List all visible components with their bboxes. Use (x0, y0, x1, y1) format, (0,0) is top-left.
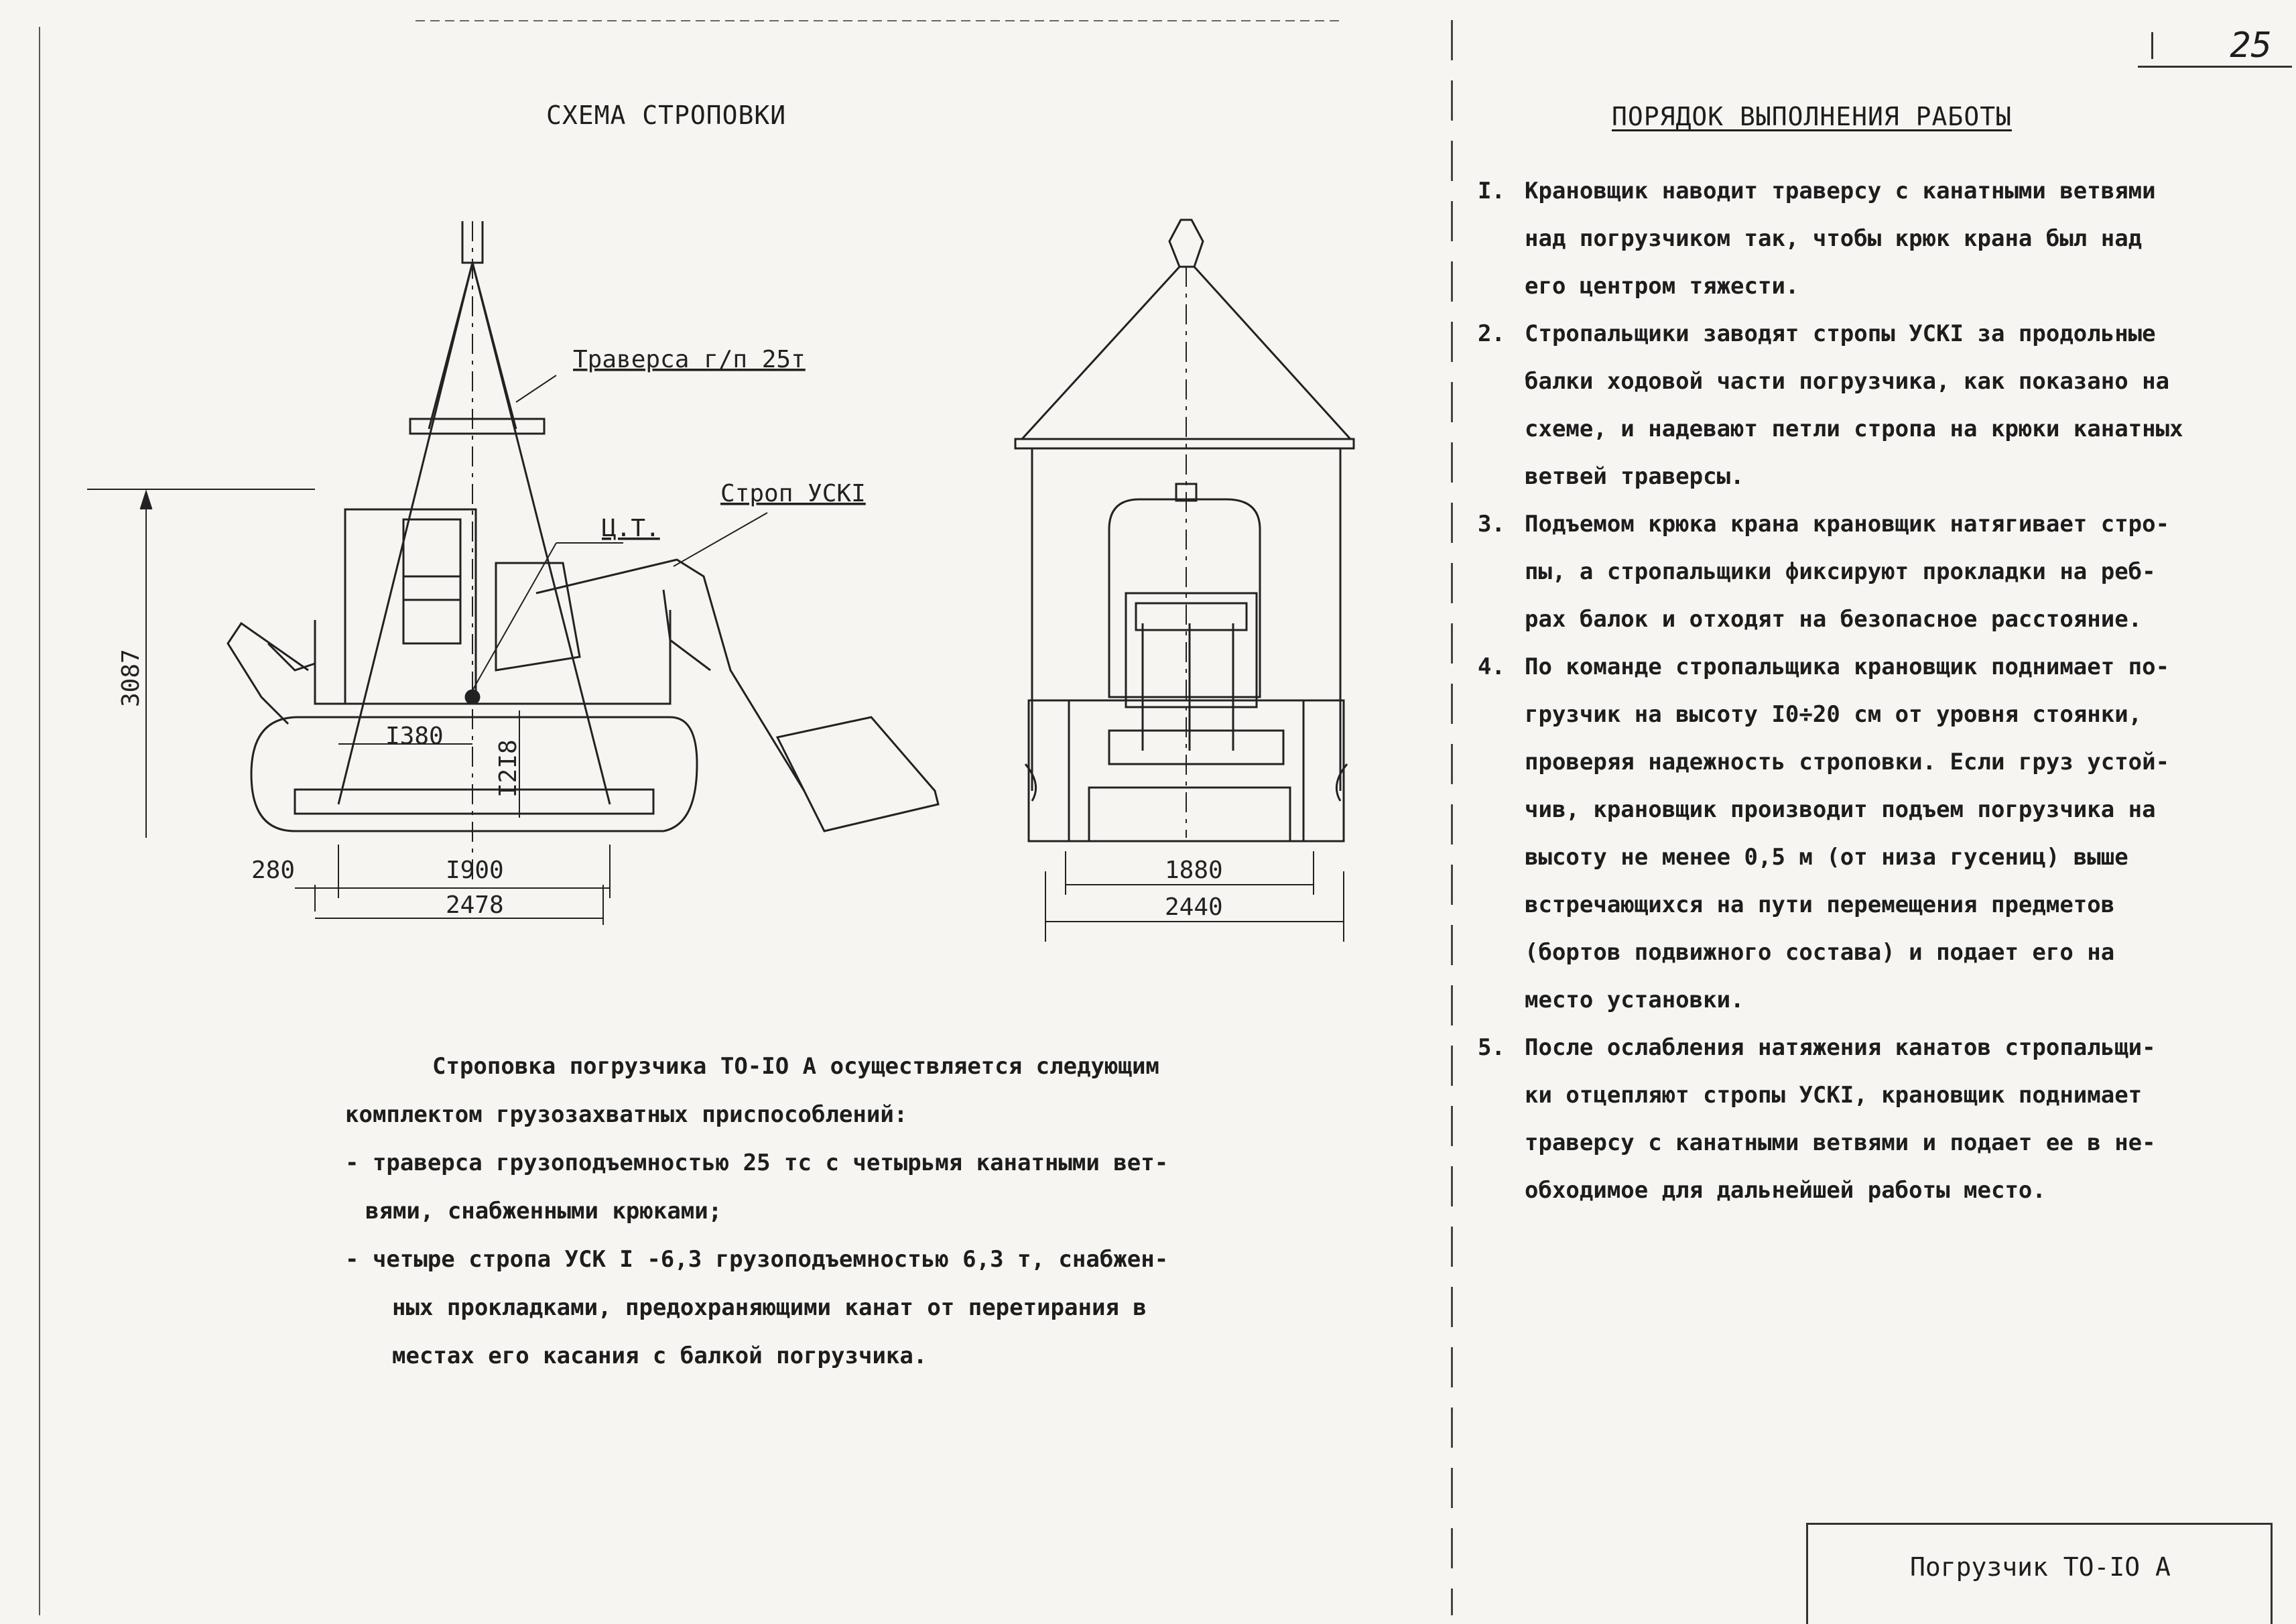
step-line: Стропальщики заводят стропы УСКI за продольные (1525, 320, 2156, 347)
step-line: обходимое для дальнейшей работы место. (1525, 1177, 2046, 1204)
list-item: местах его касания с балкой погрузчика. (392, 1342, 928, 1369)
list-item: - четыре стропа УСК I -6,3 грузоподъемностью 6,3 т, снабжен- (345, 1246, 1169, 1273)
step-item (1478, 501, 2235, 643)
step-line: чив, крановщик производит подъем погрузчика на (1525, 796, 2156, 823)
step-line: балки ходовой части погрузчика, как показано на (1525, 368, 2170, 395)
label-cg: Ц.Т. (602, 515, 660, 542)
step-number: 2. (1478, 320, 1505, 347)
step-line: встречающихся на пути перемещения предметов (1525, 891, 2115, 918)
step-line: пы, а стропальщики фиксируют прокладки на реб- (1525, 558, 2156, 585)
step-number: 3. (1478, 511, 1505, 538)
list-item: вями, снабженными крюками; (365, 1198, 722, 1225)
step-number: 5. (1478, 1034, 1505, 1061)
step-line: грузчик на высоту I0÷20 см от уровня стоянки, (1525, 701, 2143, 728)
dim-cg-vertical: I2I8 (495, 739, 522, 798)
step-line: ки отцепляют стропы УСКI, крановщик поднимает (1525, 1082, 2143, 1109)
step-line: ветвей траверсы. (1525, 463, 1744, 490)
right-heading: ПОРЯДОК ВЫПОЛНЕНИЯ РАБОТЫ (1612, 102, 2012, 131)
step-line: После ослабления натяжения канатов стропальщи- (1525, 1034, 2156, 1061)
step-item (1478, 168, 2235, 310)
step-line: (бортов подвижного состава) и подает его на (1525, 939, 2115, 966)
step-number: I. (1478, 178, 1505, 204)
step-line: место установки. (1525, 987, 1744, 1013)
step-line: его центром тяжести. (1525, 273, 1799, 300)
intro-line: комплектом грузозахватных приспособлений: (345, 1101, 908, 1128)
label-sling: Строп УСКI (720, 480, 866, 507)
left-heading: СХЕМА СТРОПОВКИ (546, 101, 787, 130)
front-dim-width: 2440 (1165, 893, 1223, 921)
dim-sling-spacing: I900 (446, 857, 504, 884)
step-item (1478, 310, 2235, 501)
front-dim-sling-spacing: 1880 (1165, 857, 1223, 884)
step-line: Крановщик наводит траверсу с канатными ветвями (1525, 178, 2156, 204)
step-line: По команде стропальщика крановщик поднимает по- (1525, 653, 2170, 680)
dim-cg-horizontal: I380 (385, 723, 444, 750)
step-line: схеме, и надевают петли стропа на крюки канатных (1525, 416, 2183, 442)
title-block-text: Погрузчик ТО-IO А (1910, 1552, 2171, 1582)
page-number: 25 (2138, 25, 2292, 68)
step-line: рах балок и отходят на безопасное расстояние. (1525, 606, 2143, 633)
step-line: высоту не менее 0,5 м (от низа гусениц) выше (1525, 844, 2128, 871)
intro-line: Строповка погрузчика ТО-IO А осуществляется следующим (432, 1053, 1159, 1080)
work-steps-list (1478, 168, 2235, 1214)
step-item (1478, 1024, 2235, 1214)
list-item: ных прокладками, предохраняющими канат от перетирания в (392, 1294, 1147, 1321)
dim-track-length: 2478 (446, 891, 504, 919)
step-line: проверяя надежность строповки. Если груз устой- (1525, 749, 2170, 775)
dim-offset: 280 (251, 857, 296, 884)
step-number: 4. (1478, 653, 1505, 680)
step-item (1478, 643, 2235, 1024)
step-line: Подъемом крюка крана крановщик натягивает стро- (1525, 511, 2170, 538)
dim-height: 3087 (117, 649, 145, 707)
slinging-description (345, 1042, 1236, 1380)
step-line: над погрузчиком так, чтобы крюк крана был над (1525, 225, 2143, 252)
list-item: - траверса грузоподъемностью 25 тс с четырьмя канатными вет- (345, 1149, 1169, 1176)
step-line: траверсу с канатными ветвями и подает ее в не- (1525, 1129, 2156, 1156)
label-traverse: Траверса г/п 25т (573, 346, 806, 373)
